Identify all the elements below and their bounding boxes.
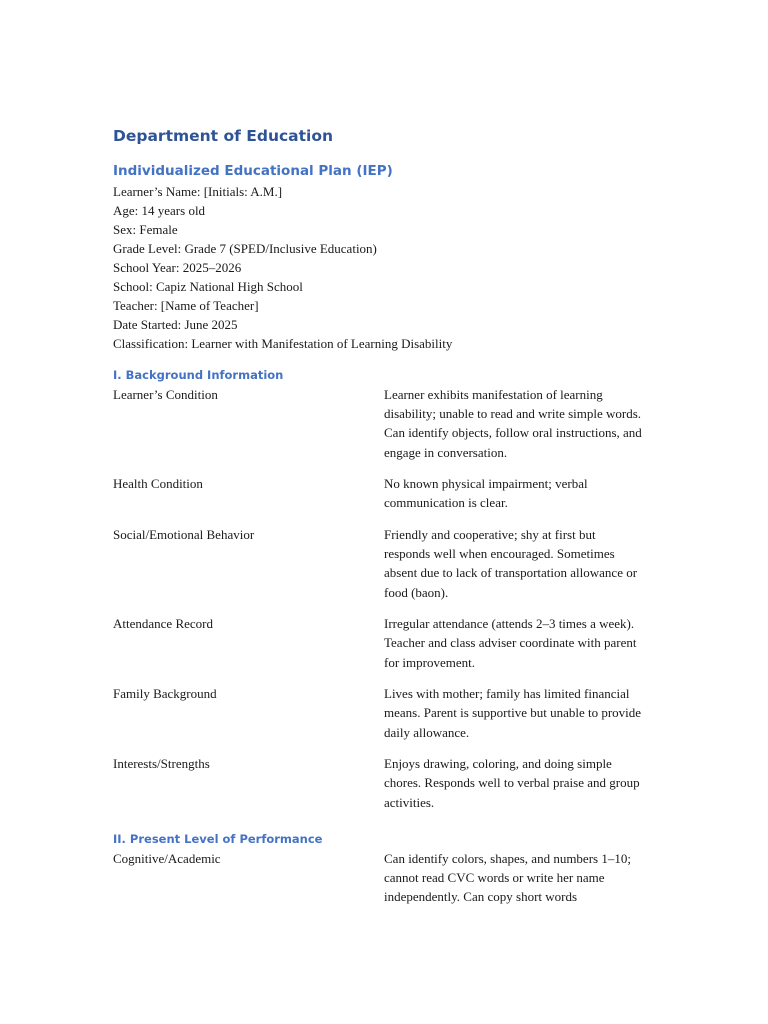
row-description: Lives with mother; family has limited financial means. Parent is supportive but unable to provide daily allowance. (384, 686, 642, 740)
classification: Classification: Learner with Manifestation of Learning Disability (113, 336, 453, 351)
row-label: Learner’s Condition (113, 387, 218, 402)
learner-info-block (113, 182, 653, 353)
row-description: Learner exhibits manifestation of learning disability; unable to read and write simple words. Can identify objects, follow oral instructions, and engage in conversation. (384, 387, 642, 460)
table-row (113, 614, 653, 672)
table-row (113, 385, 653, 462)
date-started: Date Started: June 2025 (113, 317, 238, 332)
table-row (113, 684, 653, 742)
row-description: Can identify colors, shapes, and numbers 1–10; cannot read CVC words or write her name independently. Can copy short words (384, 850, 631, 905)
teacher-name: Teacher: [Name of Teacher] (113, 298, 259, 313)
row-description: Enjoys drawing, coloring, and doing simple chores. Responds well to verbal praise and group activities. (384, 756, 640, 810)
learner-sex: Sex: Female (113, 222, 178, 237)
document-title: Department of Education (113, 127, 334, 145)
row-label: Cognitive/Academic (113, 850, 221, 866)
section-heading-present-level: II. Present Level of Performance (113, 831, 323, 846)
learner-name: Learner’s Name: [Initials: A.M.] (113, 184, 283, 199)
row-description: No known physical impairment; verbal communication is clear. (384, 476, 588, 511)
table-row (113, 525, 653, 602)
row-label: Attendance Record (113, 616, 213, 632)
school-name: School: Capiz National High School (113, 279, 303, 294)
row-label: Health Condition (113, 476, 203, 492)
section-heading-background: I. Background Information (113, 368, 284, 382)
row-label: Family Background (113, 686, 217, 702)
learner-grade-level: Grade Level: Grade 7 (SPED/Inclusive Education) (113, 241, 377, 256)
row-label: Social/Emotional Behavior (113, 527, 255, 542)
background-table (113, 385, 653, 812)
school-year: School Year: 2025–2026 (113, 260, 242, 275)
document-page (113, 124, 653, 906)
performance-table (113, 849, 653, 907)
table-row (113, 754, 653, 812)
row-label: Interests/Strengths (113, 756, 210, 772)
document-subtitle: Individualized Educational Plan (IEP) (113, 163, 393, 179)
learner-age: Age: 14 years old (113, 203, 206, 218)
table-row (113, 849, 653, 907)
row-description: Irregular attendance (attends 2–3 times a week). Teacher and class adviser coordinate with parent for improvement. (384, 616, 637, 670)
table-row (113, 474, 653, 512)
row-description: Friendly and cooperative; shy at first but responds well when encouraged. Sometimes absent due to lack of transportation allowance or food (baon). (384, 527, 638, 600)
